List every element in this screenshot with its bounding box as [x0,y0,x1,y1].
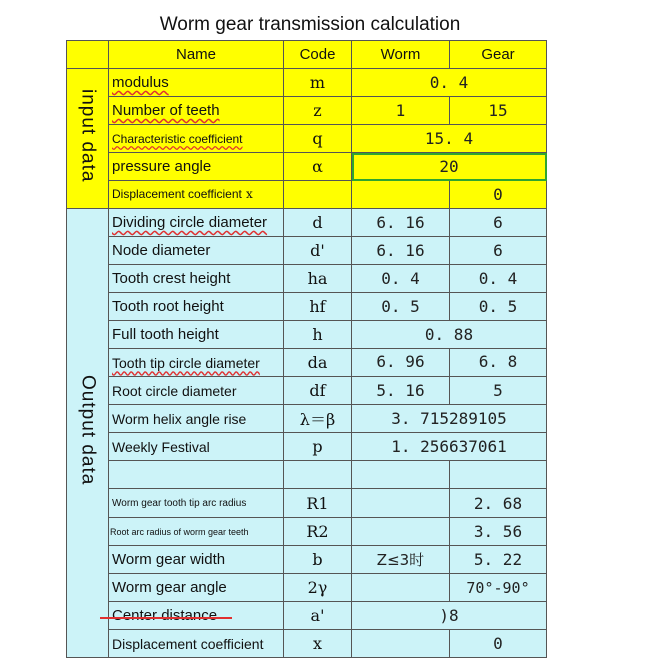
row-code[interactable]: λ＝β [284,405,352,433]
row-worm-value[interactable]: 6. 16 [352,209,450,237]
row-code[interactable]: da [284,349,352,377]
input-row-pressure-angle [67,153,547,181]
output-row-helix-angle [67,405,547,433]
row-worm-value[interactable] [352,574,450,602]
row-shared-value[interactable]: 1. 256637061 [352,433,547,461]
row-shared-value[interactable]: 0. 4 [352,69,547,97]
row-code[interactable]: 2γ [284,574,352,602]
row-worm-value[interactable] [352,518,450,546]
selected-cell[interactable]: 20 [352,153,547,181]
row-code[interactable] [284,461,352,489]
row-shared-value[interactable]: 15. 4 [352,125,547,153]
row-worm-value[interactable]: Z≤3时 [352,546,450,574]
row-code[interactable]: z [284,97,352,125]
row-code[interactable]: d' [284,237,352,265]
row-shared-value[interactable]: 3. 715289105 [352,405,547,433]
row-gear-value[interactable]: 70°-90° [450,574,547,602]
row-worm-value[interactable]: 6. 16 [352,237,450,265]
output-row-root-diameter [67,377,547,405]
header-worm: Worm [352,41,450,69]
output-row-root-height [67,293,547,321]
output-side-label: Output data [67,209,109,658]
row-worm-value[interactable] [352,461,450,489]
row-name[interactable]: modulus [109,69,284,97]
row-name[interactable]: Displacement coefficient x [109,181,284,209]
row-gear-value[interactable]: 0. 4 [450,265,547,293]
row-name[interactable]: Worm gear tooth tip arc radius [109,489,284,518]
row-name[interactable]: Displacement coefficient [109,630,284,658]
output-row-center-distance [67,602,547,630]
row-name[interactable]: Worm gear angle [109,574,284,602]
input-row-teeth [67,97,547,125]
row-code[interactable]: p [284,433,352,461]
output-row-displacement [67,630,547,658]
row-gear-value[interactable]: 6. 8 [450,349,547,377]
row-gear-value[interactable]: 6 [450,209,547,237]
row-worm-value[interactable]: 0. 5 [352,293,450,321]
row-gear-value[interactable]: 0. 5 [450,293,547,321]
row-code[interactable]: hf [284,293,352,321]
header-gear: Gear [450,41,547,69]
row-code[interactable]: ha [284,265,352,293]
calculation-table [66,40,547,658]
row-code[interactable]: x [284,630,352,658]
row-gear-value[interactable]: 2. 68 [450,489,547,518]
row-code[interactable]: R2 [284,518,352,546]
header-name: Name [109,41,284,69]
row-name[interactable]: Dividing circle diameter [109,209,284,237]
row-worm-value[interactable]: 1 [352,97,450,125]
output-row-node [67,237,547,265]
row-code[interactable]: m [284,69,352,97]
row-name[interactable]: Node diameter [109,237,284,265]
row-gear-value[interactable]: 0 [450,630,547,658]
row-gear-value[interactable] [450,461,547,489]
row-worm-value[interactable]: 0. 4 [352,265,450,293]
output-row-width [67,546,547,574]
row-name[interactable]: Root arc radius of worm gear teeth [109,518,284,546]
row-code[interactable]: a' [284,602,352,630]
row-worm-value[interactable] [352,630,450,658]
output-row-r1 [67,489,547,518]
output-row-dividing [67,209,547,237]
input-row-modulus [67,69,547,97]
row-name[interactable]: Characteristic coefficient [109,125,284,153]
row-gear-value[interactable]: 5. 22 [450,546,547,574]
row-worm-value[interactable]: 6. 96 [352,349,450,377]
input-side-label: input data [67,69,109,209]
row-name[interactable]: Center distance [109,602,284,630]
row-name[interactable]: Number of teeth [109,97,284,125]
output-row-angle [67,574,547,602]
input-row-characteristic [67,125,547,153]
row-code-inline: x [245,187,253,201]
row-name[interactable]: Full tooth height [109,321,284,349]
output-row-r2 [67,518,547,546]
row-name[interactable]: Tooth crest height [109,265,284,293]
row-code[interactable]: d [284,209,352,237]
output-row-blank [67,461,547,489]
header-corner [67,41,109,69]
row-code[interactable]: α [284,153,352,181]
row-code-empty[interactable] [284,181,352,209]
row-gear-value[interactable]: 15 [450,97,547,125]
row-shared-value[interactable]: 0. 88 [352,321,547,349]
row-worm-value[interactable]: 5. 16 [352,377,450,405]
row-gear-value[interactable]: 0 [450,181,547,209]
row-code[interactable]: q [284,125,352,153]
row-shared-value[interactable]: )8 [352,602,547,630]
row-name[interactable]: Root circle diameter [109,377,284,405]
row-code[interactable]: b [284,546,352,574]
row-name[interactable]: Worm helix angle rise [109,405,284,433]
row-code[interactable]: df [284,377,352,405]
row-name[interactable]: Tooth root height [109,293,284,321]
row-name[interactable]: Tooth tip circle diameter [109,349,284,377]
row-name[interactable]: Worm gear width [109,546,284,574]
row-name[interactable] [109,461,284,489]
row-name[interactable]: Weekly Festival [109,433,284,461]
output-row-pitch [67,433,547,461]
row-gear-value[interactable]: 5 [450,377,547,405]
row-gear-value[interactable]: 6 [450,237,547,265]
header-code: Code [284,41,352,69]
output-row-crest [67,265,547,293]
output-row-tip-diameter [67,349,547,377]
input-row-displacement [67,181,547,209]
row-gear-value[interactable]: 3. 56 [450,518,547,546]
row-name[interactable]: pressure angle [109,153,284,181]
row-worm-value[interactable] [352,489,450,518]
row-code[interactable]: R1 [284,489,352,518]
page-title: Worm gear transmission calculation [159,14,461,35]
header-row [67,41,547,69]
spellcheck-underline [100,617,232,622]
row-code[interactable]: h [284,321,352,349]
output-row-full-height [67,321,547,349]
row-worm-value[interactable] [352,181,450,209]
